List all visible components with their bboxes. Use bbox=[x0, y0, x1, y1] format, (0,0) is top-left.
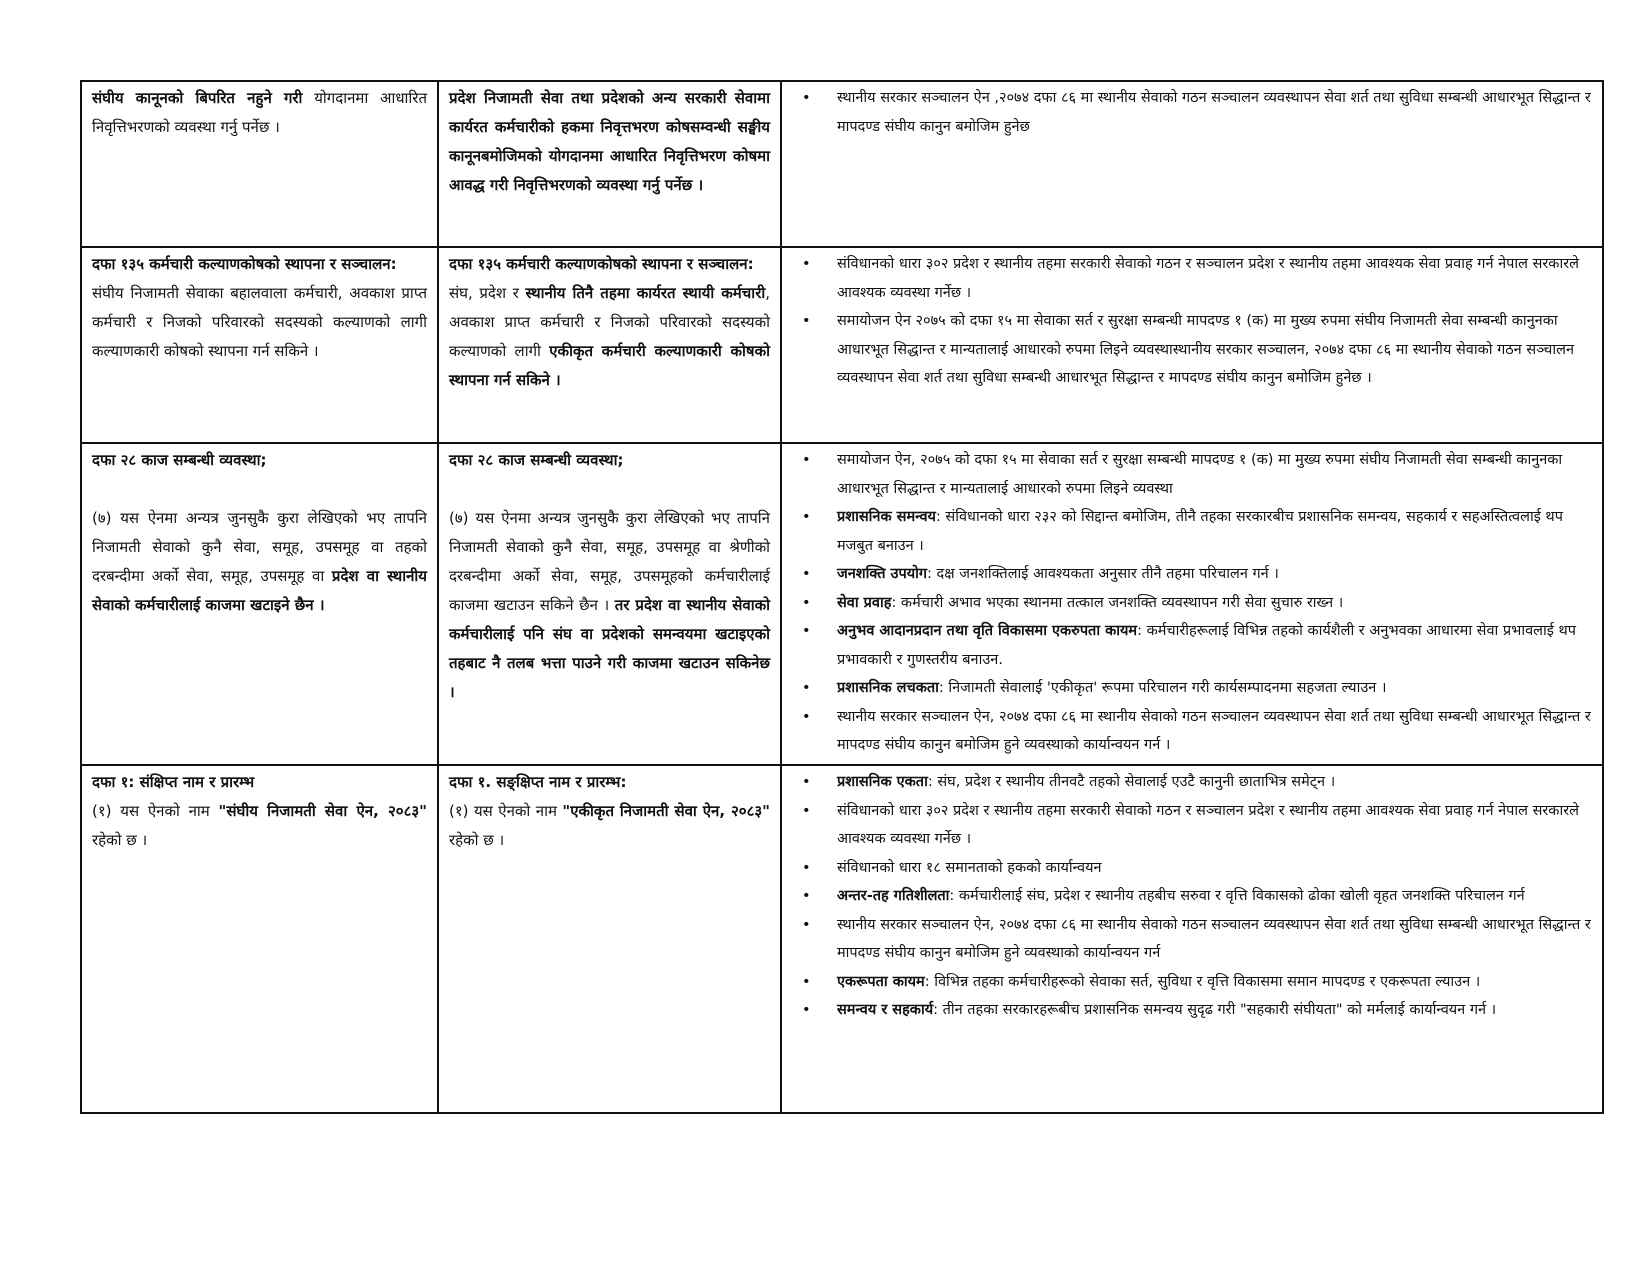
bullet-label: जनशक्ति उपयोग bbox=[837, 566, 928, 582]
bullet-list bbox=[792, 446, 1592, 760]
bold-text: एकीकृत कर्मचारी कल्याणकारी कोषको स्थापना गर्न सकिने । bbox=[449, 342, 770, 389]
bullet-icon: • bbox=[802, 566, 811, 582]
list-item bbox=[792, 250, 1592, 307]
bullet-text: : कर्मचारीहरूलाई विभिन्न तहको कार्यशैली र अनुभवका आधारमा सेवा प्रभावलाई थप प्रभावकारी र गुणस्तरीय बनाउन. bbox=[837, 623, 1576, 668]
bullet-icon: • bbox=[802, 774, 811, 790]
bullet-text: : निजामती सेवालाई 'एकीकृत' रूपमा परिचालन गरी कार्यसम्पादनमा सहजता ल्याउन । bbox=[938, 680, 1387, 696]
proposed-provision-cell bbox=[438, 81, 781, 247]
bold-text: "एकीकृत निजामती सेवा ऐन, २०८३" bbox=[562, 802, 770, 820]
rationale-cell bbox=[781, 247, 1603, 443]
existing-provision-cell bbox=[81, 443, 438, 765]
list-item bbox=[792, 968, 1592, 997]
bullet-list bbox=[792, 84, 1592, 141]
table-row bbox=[81, 247, 1603, 443]
bullet-icon: • bbox=[802, 802, 811, 819]
bullet-text: : कर्मचारीलाई संघ, प्रदेश र स्थानीय तहबीच सरुवा र वृत्ति विकासको ढोका खोली वृहत जनशक्ति परिचालन गर्न bbox=[949, 888, 1525, 904]
bullet-text: समायोजन ऐन, २०७५ को दफा १५ मा सेवाका सर्त र सुरक्षा सम्बन्धी मापदण्ड १ (क) मा मुख्य रुपमा संघीय निजामती सेवा सम्बन्धी कानुनका आधारभूत सिद्धान्त र मान्यतालाई आधारको रुपमा लिइने व्यवस्था bbox=[837, 452, 1563, 497]
list-item bbox=[792, 854, 1592, 883]
list-item bbox=[792, 882, 1592, 911]
bullet-list bbox=[792, 768, 1592, 1025]
bullet-label: सेवा प्रवाह bbox=[837, 594, 892, 611]
bullet-icon: • bbox=[802, 256, 811, 272]
bold-text: "संघीय निजामती सेवा ऐन, २०८३" bbox=[218, 802, 427, 820]
rationale-cell bbox=[781, 81, 1603, 247]
rationale-cell bbox=[781, 765, 1603, 1113]
list-item bbox=[792, 589, 1592, 618]
text: (७) यस ऐनमा अन्यत्र जुनसुकै कुरा लेखिएको भए तापनि निजामती सेवाको कुनै सेवा, समूह, उपसमूह वा श्रेणीको दरबन्दीमा अर्को सेवा, समूह, उपसमूहको कर्मचारीलाई काजमा खटाउन सकिने छैन । bbox=[449, 509, 770, 614]
bullet-icon: • bbox=[802, 916, 811, 933]
list-item bbox=[792, 768, 1592, 797]
bullet-text: : कर्मचारी अभाव भएका स्थानमा तत्काल जनशक्ति व्यवस्थापन गरी सेवा सुचारु राख्न । bbox=[891, 594, 1344, 611]
bullet-text: स्थानीय सरकार सञ्चालन ऐन, २०७४ दफा ८६ मा स्थानीय सेवाको गठन सञ्चालन व्यवस्थापन सेवा शर्त तथा सुविधा सम्बन्धी आधारभूत सिद्धान्त र मापदण्ड संघीय कानुन बमोजिम हुने व्यवस्थाको कार्यान्वयन गर्न bbox=[837, 916, 1591, 961]
bullet-text: : विभिन्न तहका कर्मचारीहरूको सेवाका सर्त, सुविधा र वृत्ति विकासमा समान मापदण्ड र एकरूपता ल्याउन । bbox=[924, 973, 1481, 990]
bullet-icon: • bbox=[802, 90, 811, 106]
text: संघ, प्रदेश र bbox=[449, 284, 526, 302]
bold-text: प्रदेश निजामती सेवा तथा प्रदेशको अन्य सरकारी सेवामा कार्यरत कर्मचारीको हकमा निवृत्तभरण कोषसम्वन्धी सङ्घीय कानूनबमोजिमको योगदानमा आधारित निवृत्तिभरण कोषमा आवद्ध गरी निवृत्तिभरणको व्यवस्था गर्नु पर्नेछ । bbox=[449, 89, 770, 194]
list-item bbox=[792, 996, 1592, 1025]
section-heading: दफा २८ काज सम्बन्धी व्यवस्था; bbox=[92, 451, 267, 469]
bullet-label: अन्तर-तह गतिशीलता bbox=[837, 888, 950, 904]
bullet-text: स्थानीय सरकार सञ्चालन ऐन ,२०७४ दफा ८६ मा स्थानीय सेवाको गठन सञ्चालन व्यवस्थापन सेवा शर्त तथा सुविधा सम्बन्धी आधारभूत सिद्धान्त र मापदण्ड संघीय कानुन बमोजिम हुनेछ bbox=[837, 90, 1591, 135]
text: संघीय निजामती सेवाका बहालवाला कर्मचारी, अवकाश प्राप्त कर्मचारी र निजको परिवारको सदस्यको कल्याणको लागी कल्याणकारी कोषको स्थापना गर्न सकिने । bbox=[92, 284, 427, 360]
bullet-label: प्रशासनिक लचकता bbox=[837, 680, 939, 696]
section-heading: दफा १: संक्षिप्त नाम र प्रारम्भ bbox=[92, 773, 255, 791]
section-heading: दफा १. सङ्क्षिप्त नाम र प्रारम्भ: bbox=[449, 773, 627, 791]
bullet-label: प्रशासनिक समन्वय bbox=[837, 509, 936, 525]
text: (१) यस ऐनको नाम bbox=[449, 802, 563, 820]
bullet-text: संविधानको धारा १८ समानताको हकको कार्यान्वयन bbox=[837, 859, 1102, 876]
text: (१) यस ऐनको नाम bbox=[92, 802, 219, 820]
bullet-icon: • bbox=[802, 680, 811, 696]
bullet-icon: • bbox=[802, 509, 811, 525]
existing-provision-cell bbox=[81, 247, 438, 443]
bullet-label: अनुभव आदानप्रदान तथा वृति विकासमा एकरुपता कायम bbox=[837, 623, 1138, 639]
section-heading: दफा २८ काज सम्बन्धी व्यवस्था; bbox=[449, 451, 624, 469]
bullet-icon: • bbox=[802, 708, 811, 725]
list-item bbox=[792, 617, 1592, 674]
list-item bbox=[792, 911, 1592, 968]
bullet-text: संविधानको धारा ३०२ प्रदेश र स्थानीय तहमा सरकारी सेवाको गठन र सञ्चालन प्रदेश र स्थानीय तहमा आवश्यक सेवा प्रवाह गर्न नेपाल सरकारले आवश्यक व्यवस्था गर्नेछ । bbox=[837, 802, 1579, 847]
bullet-label: समन्वय र सहकार्य bbox=[837, 1002, 934, 1018]
bullet-icon: • bbox=[802, 859, 811, 876]
bold-text: स्थानीय तिनै तहमा कार्यरत स्थायी कर्मचारी bbox=[525, 284, 766, 302]
list-item bbox=[792, 674, 1592, 703]
bullet-icon: • bbox=[802, 594, 811, 611]
bullet-icon: • bbox=[802, 623, 811, 639]
list-item bbox=[792, 503, 1592, 560]
table-row bbox=[81, 765, 1603, 1113]
bullet-text: संविधानको धारा ३०२ प्रदेश र स्थानीय तहमा सरकारी सेवाको गठन र सञ्चालन प्रदेश र स्थानीय तहमा आवश्यक सेवा प्रवाह गर्न नेपाल सरकारले आवश्यक व्यवस्था गर्नेछ । bbox=[837, 256, 1579, 301]
list-item bbox=[792, 797, 1592, 854]
bullet-icon: • bbox=[802, 313, 811, 329]
table-row bbox=[81, 81, 1603, 247]
bullet-text: : संविधानको धारा २३२ को सिद्दान्त बमोजिम, तीनै तहका सरकारबीच प्रशासनिक समन्वय, सहकार्य र सहअस्तित्वलाई थप मजबुत बनाउन । bbox=[837, 509, 1563, 554]
bold-text: प्रदेश वा स्थानीय सेवाको कर्मचारीलाई काजमा खटाइने छैन । bbox=[92, 567, 427, 614]
comparison-table bbox=[80, 80, 1604, 1114]
bullet-icon: • bbox=[802, 973, 811, 990]
bullet-text: : संघ, प्रदेश र स्थानीय तीनवटै तहको सेवालाई एउटै कानुनी छाताभित्र समेट्न । bbox=[927, 774, 1336, 790]
bullet-text: : तीन तहका सरकारहरूबीच प्रशासनिक समन्वय सुदृढ गरी "सहकारी संघीयता" को मर्मलाई कार्यान्वयन गर्न । bbox=[933, 1002, 1497, 1018]
proposed-provision-cell bbox=[438, 247, 781, 443]
bullet-label: एकरूपता कायम bbox=[837, 973, 925, 990]
bullet-label: प्रशासनिक एकता bbox=[837, 774, 928, 790]
list-item bbox=[792, 446, 1592, 503]
proposed-provision-cell bbox=[438, 765, 781, 1113]
text: (७) यस ऐनमा अन्यत्र जुनसुकै कुरा लेखिएको भए तापनि निजामती सेवाको कुनै सेवा, समूह, उपसमूह वा तहको दरबन्दीमा अर्को सेवा, समूह, उपसमूह वा bbox=[92, 509, 427, 585]
text: रहेको छ । bbox=[449, 831, 505, 849]
section-heading: दफा १३५ कर्मचारी कल्याणकोषको स्थापना र सञ्चालन: bbox=[449, 255, 754, 273]
bullet-list bbox=[792, 250, 1592, 393]
bullet-icon: • bbox=[802, 1002, 811, 1018]
section-heading: दफा १३५ कर्मचारी कल्याणकोषको स्थापना र सञ्चालन: bbox=[92, 255, 397, 273]
proposed-provision-cell bbox=[438, 443, 781, 765]
text: योगदानमा आधारित निवृत्तिभरणको व्यवस्था गर्नु पर्नेछ । bbox=[92, 89, 428, 136]
bullet-text: स्थानीय सरकार सञ्चालन ऐन, २०७४ दफा ८६ मा स्थानीय सेवाको गठन सञ्चालन व्यवस्थापन सेवा शर्त तथा सुविधा सम्बन्धी आधारभूत सिद्धान्त र मापदण्ड संघीय कानुन बमोजिम हुने व्यवस्थाको कार्यान्वयन गर्न । bbox=[837, 708, 1591, 753]
bullet-icon: • bbox=[802, 452, 811, 468]
list-item bbox=[792, 703, 1592, 760]
table-row bbox=[81, 443, 1603, 765]
list-item bbox=[792, 84, 1592, 141]
text: , अवकाश प्राप्त कर्मचारी र निजको परिवारको सदस्यको कल्याणको लागी bbox=[449, 284, 770, 360]
bullet-icon: • bbox=[802, 888, 811, 904]
existing-provision-cell bbox=[81, 81, 438, 247]
bullet-text: : दक्ष जनशक्तिलाई आवश्यकता अनुसार तीनै तहमा परिचालन गर्न । bbox=[927, 566, 1279, 582]
list-item bbox=[792, 560, 1592, 589]
existing-provision-cell bbox=[81, 765, 438, 1113]
rationale-cell bbox=[781, 443, 1603, 765]
list-item bbox=[792, 307, 1592, 393]
bullet-text: समायोजन ऐन २०७५ को दफा १५ मा सेवाका सर्त र सुरक्षा सम्बन्धी मापदण्ड १ (क) मा मुख्य रुपमा संघीय निजामती सेवा सम्बन्धी कानुनका आधारभूत सिद्धान्त र मान्यतालाई आधारको रुपमा लिइने व्यवस्थास्थानीय सरकार सञ्चालन, २०७४ दफा ८६ मा स्थानीय सेवाको गठन सञ्चालन व्यवस्थापन सेवा शर्त तथा सुविधा सम्बन्धी आधारभूत सिद्धान्त र मापदण्ड संघीय कानुन बमोजिम हुनेछ । bbox=[837, 313, 1575, 386]
bold-text: तर प्रदेश वा स्थानीय सेवाको कर्मचारीलाई पनि संघ वा प्रदेशको समन्वयमा खटाइएको तहबाट नै तलब भत्ता पाउने गरी काजमा खटाउन सकिनेछ । bbox=[449, 596, 770, 701]
text: रहेको छ । bbox=[92, 831, 148, 849]
bold-text: संघीय कानूनको बिपरित नहुने गरी bbox=[92, 89, 303, 107]
